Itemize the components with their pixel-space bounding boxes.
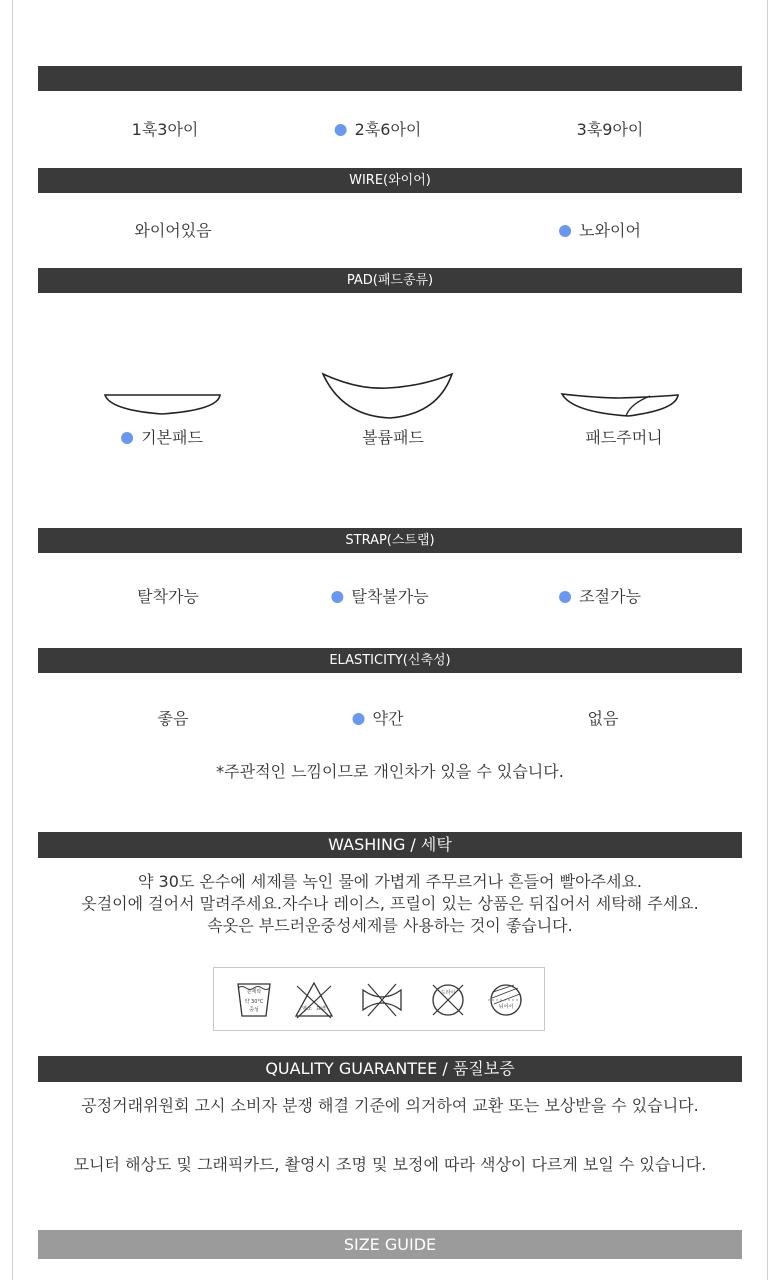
option-label: 3훅9아이 — [576, 120, 644, 139]
option-wire-yes — [134, 216, 211, 246]
elasticity-options — [38, 704, 742, 734]
option-elasticity-slight — [353, 704, 404, 734]
option-label: 와이어있음 — [134, 221, 212, 240]
option-label: 조절가능 — [579, 587, 641, 606]
option-label: 볼륨패드 — [362, 428, 424, 447]
care-text: 중성 — [249, 1007, 259, 1013]
option-wire-no — [559, 216, 641, 246]
option-label: 노와이어 — [579, 221, 641, 240]
option-label: 기본패드 — [141, 428, 203, 447]
elasticity-section-header: ELASTICITY(신축성) — [38, 648, 742, 673]
care-text: 뉘어서 — [498, 1004, 514, 1010]
hand-wash-icon — [232, 978, 276, 1022]
care-label-box — [213, 967, 545, 1031]
quality-line-1 — [38, 1095, 742, 1117]
selected-dot-icon — [331, 591, 343, 603]
option-pad-basic — [121, 423, 203, 453]
selected-dot-icon — [559, 591, 571, 603]
hook-options — [38, 115, 742, 145]
option-label: 좋음 — [157, 709, 189, 728]
pad-options — [38, 423, 742, 453]
pad-section-header: PAD(패드종류) — [38, 268, 742, 293]
selected-dot-icon — [353, 713, 365, 725]
care-text: 드라이 — [440, 990, 456, 996]
selected-dot-icon — [559, 225, 571, 237]
strap-options — [38, 582, 742, 612]
quality-text: 모니터 해상도 및 그래픽카드, 촬영시 조명 및 보정에 따라 색상이 다르게 보일 수 있습니다. — [73, 1155, 707, 1174]
care-text: 약 30°C — [244, 999, 264, 1005]
quality-line-2 — [38, 1154, 742, 1176]
hook-section-header — [38, 66, 742, 91]
flat-dry-icon — [484, 978, 528, 1022]
option-strap-fixed — [331, 582, 428, 612]
option-elasticity-none — [588, 704, 619, 734]
washing-line: 속옷은 부드러운중성세제를 사용하는 것이 좋습니다. — [207, 916, 573, 935]
pad-pocket-icon — [558, 390, 683, 420]
wire-section-header: WIRE(와이어) — [38, 168, 742, 193]
option-pad-volume — [362, 423, 424, 453]
washing-section-header: WASHING / 세탁 — [38, 832, 742, 858]
no-wring-icon — [360, 978, 404, 1022]
washing-line: 옷걸이에 걸어서 말려주세요.자수나 레이스, 프릴이 있는 상품은 뒤집어서 세탁해 주세요. — [81, 894, 699, 913]
option-label: 탈착가능 — [137, 587, 199, 606]
care-text: 손세탁 — [246, 989, 262, 995]
care-text: 염소 — [302, 1006, 312, 1012]
option-hook-3 — [577, 115, 644, 145]
option-label: 패드주머니 — [585, 428, 663, 447]
option-hook-2 — [335, 115, 422, 145]
quality-text: 공정거래위원회 고시 소비자 분쟁 해결 기준에 의거하여 교환 또는 보상받을 수 있습니다. — [81, 1096, 699, 1115]
option-strap-adjustable — [559, 582, 641, 612]
wire-options — [38, 216, 742, 246]
option-label: 없음 — [587, 709, 619, 728]
strap-section-header: STRAP(스트랩) — [38, 528, 742, 553]
option-strap-detachable — [137, 582, 199, 612]
option-hook-1 — [132, 115, 199, 145]
option-elasticity-good — [158, 704, 189, 734]
no-iron-icon — [426, 978, 470, 1022]
selected-dot-icon — [121, 432, 133, 444]
volume-pad-icon — [318, 370, 458, 422]
no-bleach-icon — [292, 978, 336, 1022]
elasticity-note: *주관적인 느낌이므로 개인차가 있을 수 있습니다. — [216, 762, 564, 781]
option-label: 2훅6아이 — [354, 120, 422, 139]
option-label: 약간 — [372, 709, 404, 728]
basic-pad-icon — [100, 390, 225, 420]
option-pad-pocket — [585, 423, 662, 453]
washing-line: 약 30도 온수에 세제를 녹인 물에 가볍게 주무르거나 흔들어 빨아주세요. — [138, 872, 642, 891]
washing-instructions — [38, 871, 742, 937]
selected-dot-icon — [335, 124, 347, 136]
option-label: 탈착불가능 — [351, 587, 429, 606]
option-label: 1훅3아이 — [131, 120, 199, 139]
quality-section-header: QUALITY GUARANTEE / 품질보증 — [38, 1056, 742, 1082]
size-guide-header: SIZE GUIDE — [38, 1230, 742, 1259]
care-text: 표백 — [316, 1006, 326, 1012]
